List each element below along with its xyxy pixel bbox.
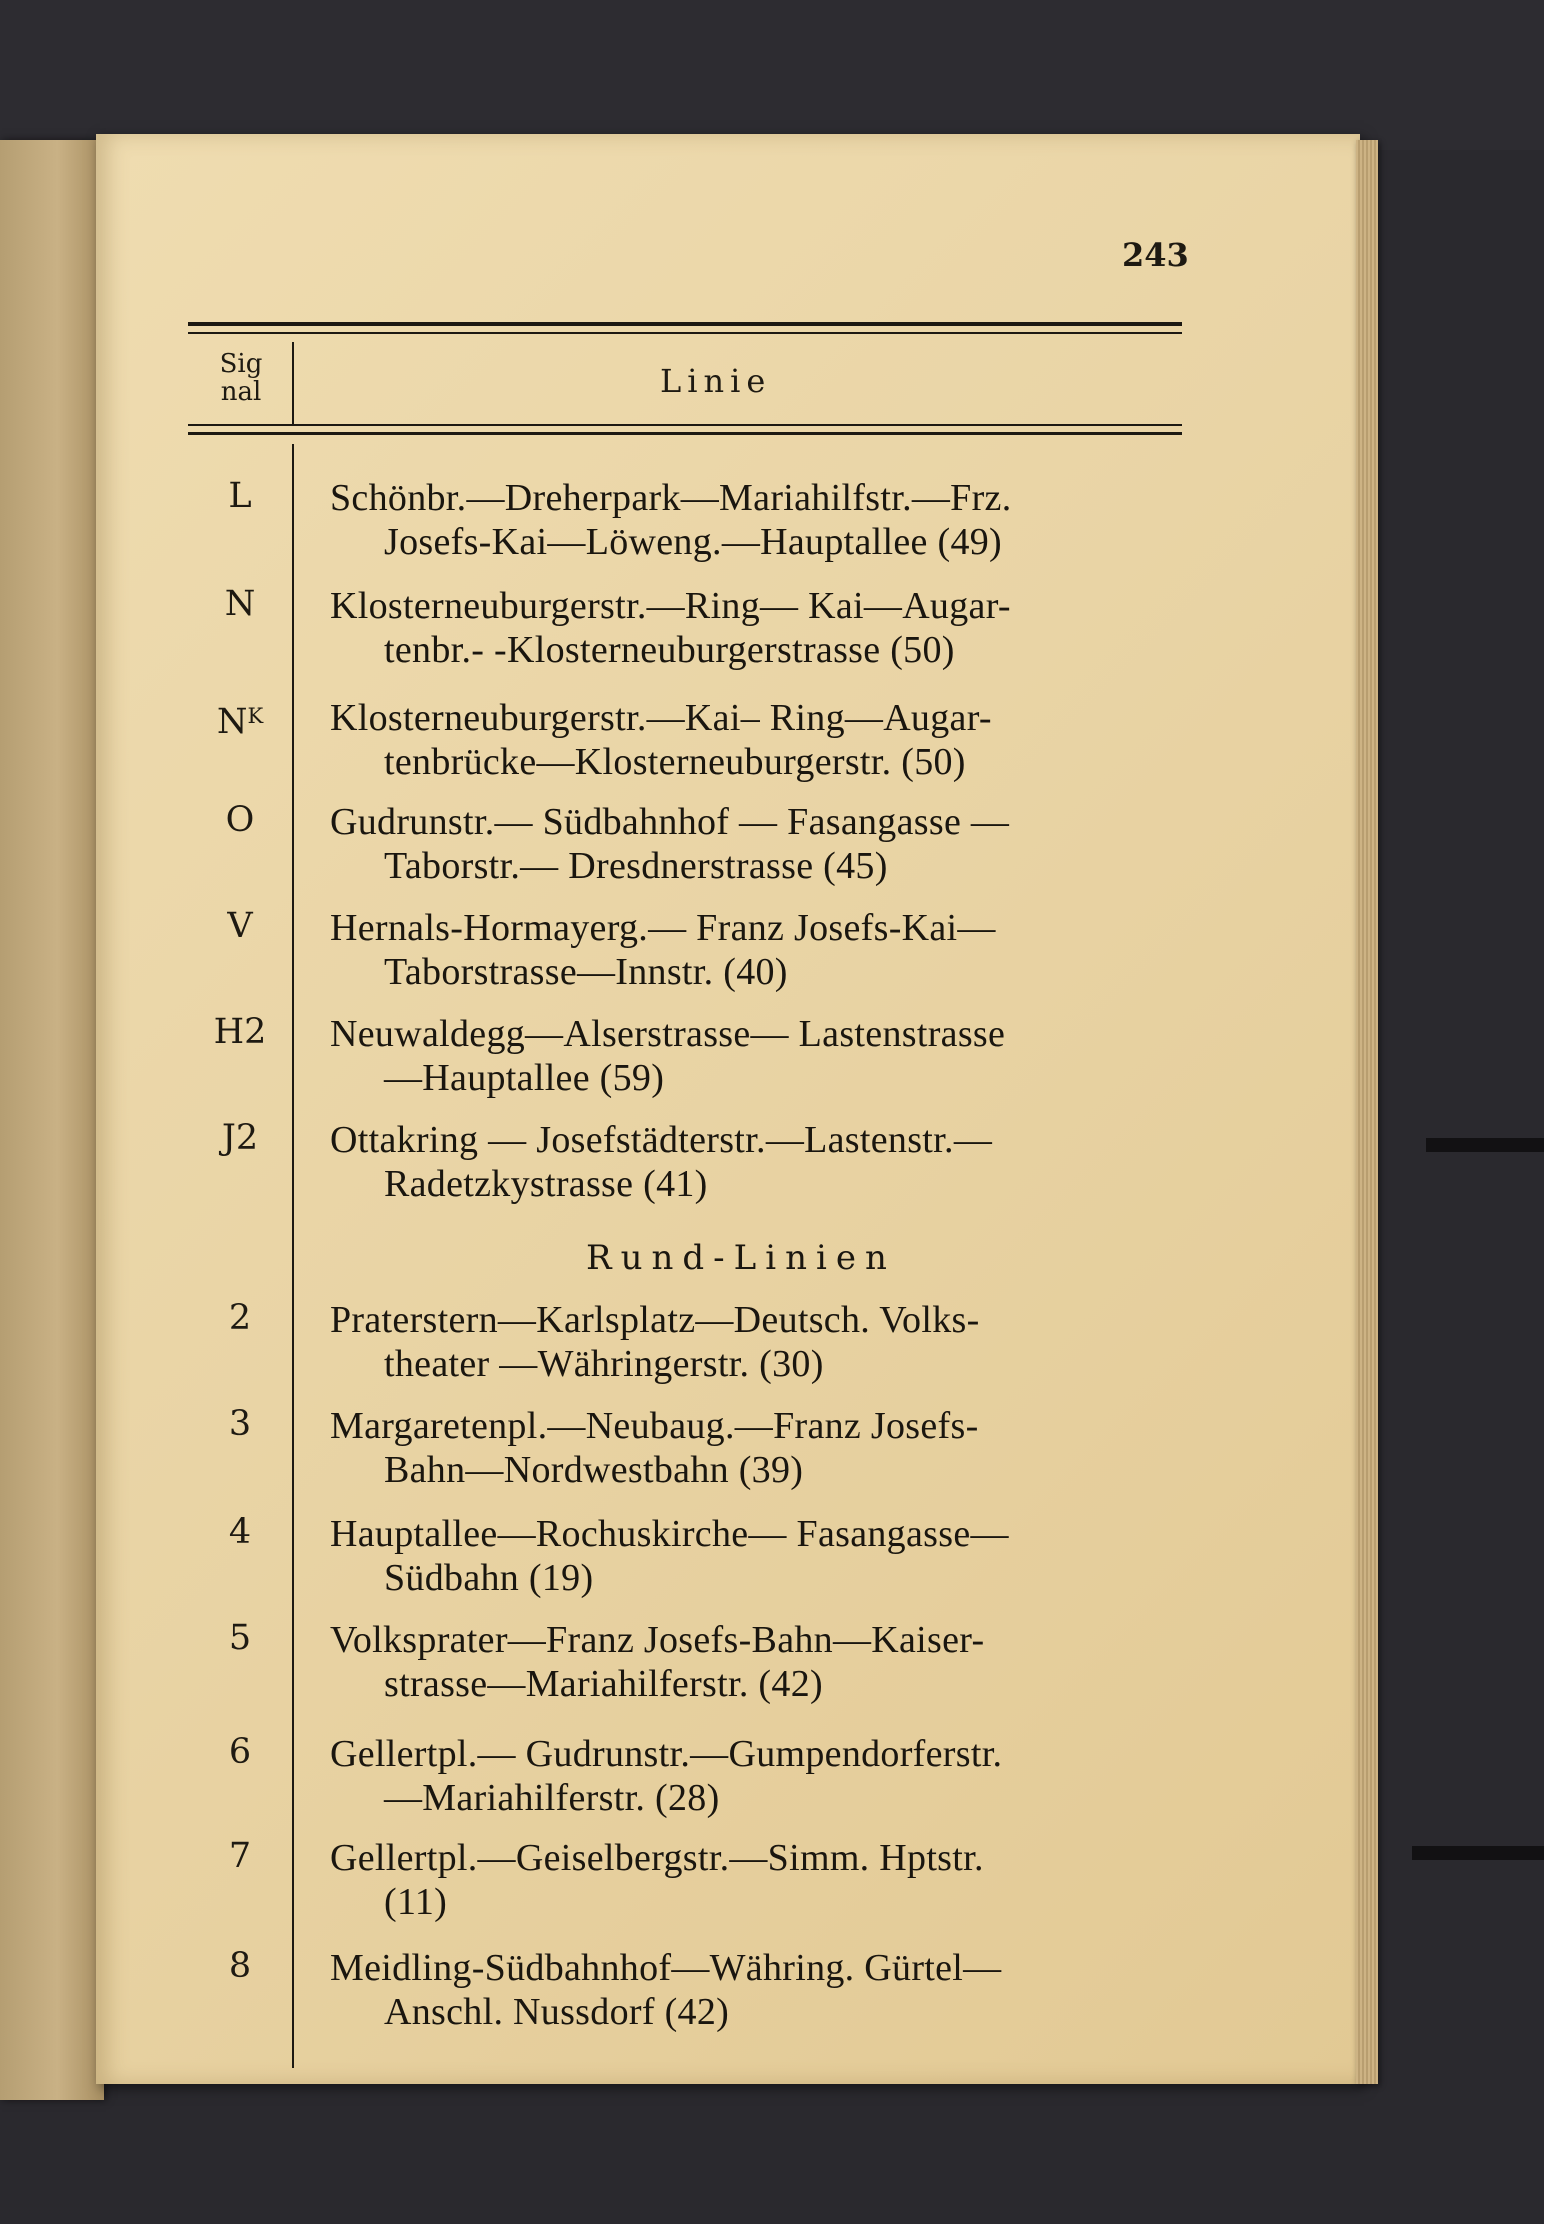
route-text-continued: Radetzkystrasse (41) (384, 1163, 708, 1205)
route-text-continued: strasse—Mariahilferstr. (42) (384, 1663, 823, 1705)
route-text-continued: Taborstr.— Dresdnerstrasse (45) (384, 845, 888, 887)
signal-label: N (224, 584, 256, 624)
signal-label (200, 696, 280, 742)
route-text: Hauptallee—Rochuskirche— Fasangasse— (330, 1513, 1009, 1555)
route-text: Hernals-Hormayerg.— Franz Josefs-Kai— (330, 907, 996, 949)
route-text-continued: Bahn—Nordwestbahn (39) (384, 1449, 804, 1491)
signal-label: 3 (228, 1404, 252, 1444)
signal-label (200, 1118, 280, 1158)
bookmark-tab (1412, 1846, 1544, 1860)
route-text-continued: theater —Währingerstr. (30) (384, 1343, 824, 1385)
route-text: Klosterneuburgerstr.—Kai– Ring—Augar- (330, 697, 992, 739)
route-text: Gudrunstr.— Südbahnhof — Fasangasse — (330, 801, 1010, 843)
page-number: 243 (1122, 236, 1189, 274)
route-text-continued: Anschl. Nussdorf (42) (384, 1991, 730, 2033)
route-text-continued: —Hauptallee (59) (384, 1057, 665, 1099)
signal-label: 7 (228, 1836, 252, 1876)
signal-label: 8 (228, 1946, 252, 1986)
signal-letter: H (213, 1012, 245, 1052)
signal-label: 2 (228, 1298, 252, 1338)
signal-label: 4 (228, 1512, 252, 1552)
signal-letter: N (216, 702, 248, 742)
route-text-continued: —Mariahilferstr. (28) (384, 1777, 720, 1819)
route-text-continued: tenbr.- -Klosterneuburgerstrasse (50) (384, 629, 955, 671)
signal-number: 2 (235, 1118, 259, 1158)
signal-label: V (227, 906, 253, 946)
signal-column-header (196, 350, 286, 406)
header-column-divider (292, 342, 294, 426)
section-title: Rund-Linien (586, 1238, 896, 1278)
header-bottom-rule (188, 424, 1182, 426)
route-text-continued: (11) (384, 1881, 448, 1923)
signal-number: 2 (244, 1012, 267, 1052)
route-text-continued: Taborstrasse—Innstr. (40) (384, 951, 788, 993)
signal-label: 6 (228, 1732, 252, 1772)
signal-label (200, 1012, 280, 1052)
signal-superscript: K (247, 704, 264, 728)
signal-label: O (225, 800, 255, 840)
signal-letter: J (221, 1118, 236, 1158)
route-text-continued: Josefs-Kai—Löweng.—Hauptallee (49) (384, 521, 1003, 563)
linie-column-header: Linie (660, 362, 772, 400)
signal-header-line1: Sig (219, 349, 263, 379)
route-text: Gellertpl.—Geiselbergstr.—Simm. Hptstr. (330, 1837, 984, 1879)
route-text: Praterstern—Karlsplatz—Deutsch. Volks- (330, 1299, 980, 1341)
route-text-continued: Südbahn (19) (384, 1557, 594, 1599)
route-text: Neuwaldegg—Alserstrasse— Lastenstrasse (330, 1013, 1006, 1055)
signal-label: 5 (228, 1618, 252, 1658)
route-text: Ottakring — Josefstädterstr.—Lastenstr.— (330, 1119, 993, 1161)
route-text: Volksprater—Franz Josefs-Bahn—Kaiser- (330, 1619, 985, 1661)
route-text: Margaretenpl.—Neubaug.—Franz Josefs- (330, 1405, 979, 1447)
route-text-continued: tenbrücke—Klosterneuburgerstr. (50) (384, 741, 966, 783)
header-bottom-rule-thick (188, 432, 1182, 435)
signal-label: L (228, 476, 252, 516)
bookmark-tab (1426, 1138, 1544, 1152)
route-text: Meidling-Südbahnhof—Währing. Gürtel— (330, 1947, 1002, 1989)
route-text: Schönbr.—Dreherpark—Mariahilfstr.—Frz. (330, 477, 1012, 519)
book-page (96, 134, 1360, 2084)
route-text: Klosterneuburgerstr.—Ring— Kai—Augar- (330, 585, 1011, 627)
header-top-rule (188, 322, 1182, 326)
facing-page-edge (0, 140, 104, 2100)
column-divider (292, 444, 294, 2068)
route-text: Gellertpl.— Gudrunstr.—Gumpendorferstr. (330, 1733, 1003, 1775)
page-stack-edge (1356, 140, 1378, 2084)
background (0, 0, 1544, 150)
header-top-rule-thin (188, 332, 1182, 334)
signal-header-line2: nal (220, 377, 262, 407)
